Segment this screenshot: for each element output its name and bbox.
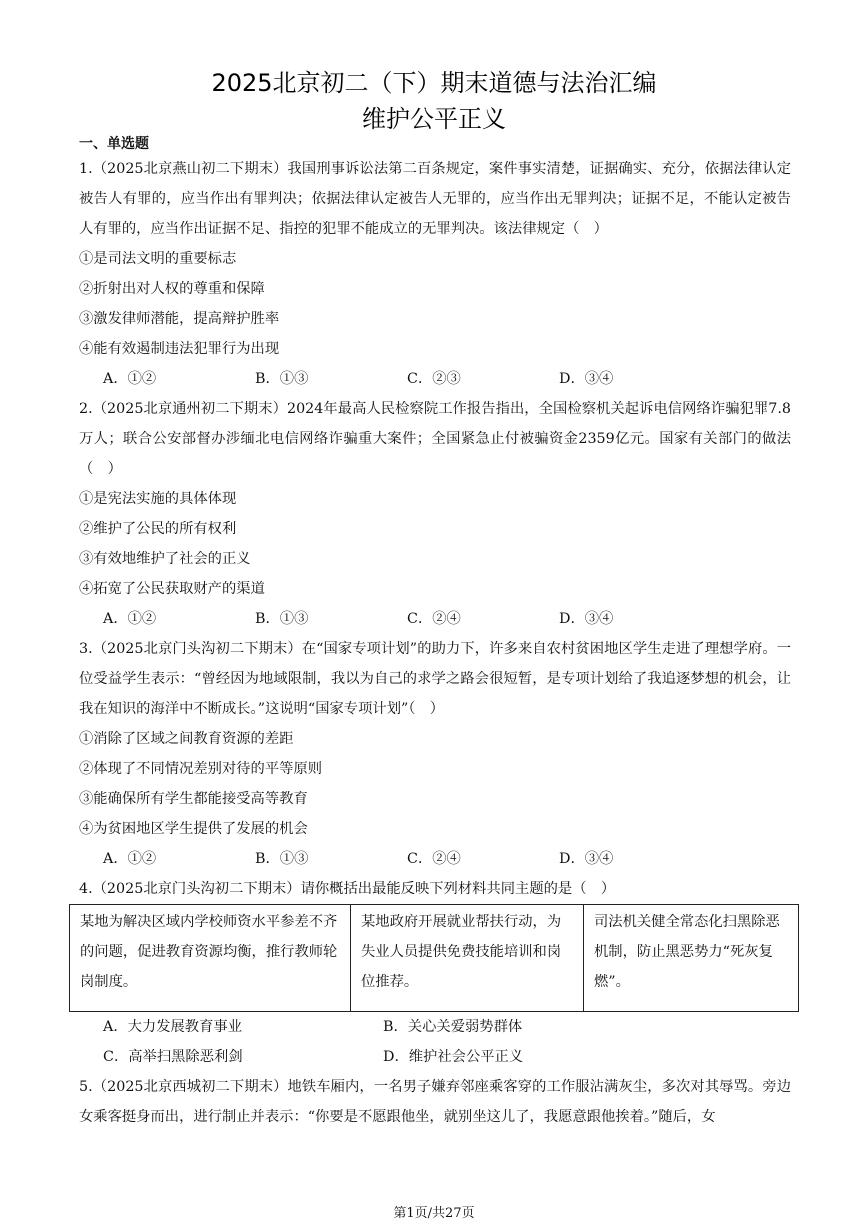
statement-item: ①是宪法实施的具体体现: [79, 491, 237, 507]
material-cell: 某地政府开展就业帮扶行动，为失业人员提供免费技能培训和岗位推荐。: [351, 905, 584, 1012]
material-table: [69, 904, 799, 1012]
section-heading: 一、单选题: [79, 136, 149, 152]
material-cell: 某地为解决区域内学校师资水平参差不齐的问题，促进教育资源均衡，推行教师轮岗制度。: [70, 905, 351, 1012]
choice-c: C．高举扫黑除恶利剑: [103, 1049, 243, 1065]
question-stem: 4.（2025北京门头沟初二下期末）请你概括出最能反映下列材料共同主题的是（ ）: [79, 881, 616, 897]
choice-b: B．①③: [255, 371, 309, 387]
material-cell: 司法机关健全常态化扫黑除恶机制，防止黑恶势力“死灰复燃”。: [584, 905, 799, 1012]
choice-c: C．②④: [407, 611, 461, 627]
choice-d: D．③④: [559, 371, 614, 387]
statement-item: ④为贫困地区学生提供了发展的机会: [79, 821, 308, 837]
choice-b: B．①③: [255, 611, 309, 627]
question-stem: 3.（2025北京门头沟初二下期末）在“国家专项计划”的助力下，许多来自农村贫困地区学生走进了理想学府。一位受益学生表示：“曾经因为地域限制，我以为自己的求学之路会很短暂，是专项计划给了我追逐梦想的机会，让我在知识的海洋中不断成长。”这说明“国家专项计划”（ ）: [79, 641, 791, 717]
answer-choices: [79, 1012, 791, 1042]
statement-item: ③激发律师潜能，提高辩护胜率: [79, 311, 280, 327]
question-list: [79, 154, 791, 1132]
statement-item: ②体现了不同情况差别对待的平等原则: [79, 761, 323, 777]
choice-b: B．关心关爱弱势群体: [383, 1019, 523, 1035]
page-footer: 第1页/共27页: [393, 1206, 475, 1221]
choice-c: C．②④: [407, 851, 461, 867]
statement-item: ③有效地维护了社会的正义: [79, 551, 251, 567]
choice-c: C．②③: [407, 371, 461, 387]
statement-item: ①消除了区域之间教育资源的差距: [79, 731, 294, 747]
answer-choices: [79, 844, 791, 874]
choice-a: A．①②: [103, 371, 157, 387]
document-title: 2025北京初二（下）期末道德与法治汇编: [211, 69, 657, 97]
choice-a: A．①②: [103, 851, 157, 867]
answer-choices: [79, 1042, 791, 1072]
choice-a: A．大力发展教育事业: [103, 1019, 242, 1035]
statement-item: ②维护了公民的所有权利: [79, 521, 237, 537]
choice-d: D．维护社会公平正义: [383, 1049, 524, 1065]
statement-item: ③能确保所有学生都能接受高等教育: [79, 791, 308, 807]
statement-item: ④能有效遏制违法犯罪行为出现: [79, 341, 280, 357]
statement-item: ①是司法文明的重要标志: [79, 251, 237, 267]
answer-choices: [79, 604, 791, 634]
document-subtitle: 维护公平正义: [362, 105, 506, 133]
choice-d: D．③④: [559, 851, 614, 867]
answer-choices: [79, 364, 791, 394]
choice-a: A．①②: [103, 611, 157, 627]
choice-d: D．③④: [559, 611, 614, 627]
question-stem: 2.（2025北京通州初二下期末）2024年最高人民检察院工作报告指出，全国检察机关起诉电信网络诈骗犯罪7.8万人；联合公安部督办涉缅北电信网络诈骗重大案件；全国紧急止付被骗资金2359亿元。国家有关部门的做法（ ）: [79, 401, 791, 477]
choice-b: B．①③: [255, 851, 309, 867]
statement-item: ②折射出对人权的尊重和保障: [79, 281, 265, 297]
statement-item: ④拓宽了公民获取财产的渠道: [79, 581, 265, 597]
question-stem: 1.（2025北京燕山初二下期末）我国刑事诉讼法第二百条规定，案件事实清楚，证据确实、充分，依据法律认定被告人有罪的，应当作出有罪判决；依据法律认定被告人无罪的，应当作出无罪判决；证据不足，不能认定被告人有罪的，应当作出证据不足、指控的犯罪不能成立的无罪判决。该法律规定（ ）: [79, 161, 791, 237]
question-stem: 5.（2025北京西城初二下期末）地铁车厢内，一名男子嫌弃邻座乘客穿的工作服沾满灰尘，多次对其辱骂。旁边女乘客挺身而出，进行制止并表示：“你要是不愿跟他坐，就别坐这儿了，我愿意跟他挨着。”随后，女: [79, 1079, 791, 1125]
